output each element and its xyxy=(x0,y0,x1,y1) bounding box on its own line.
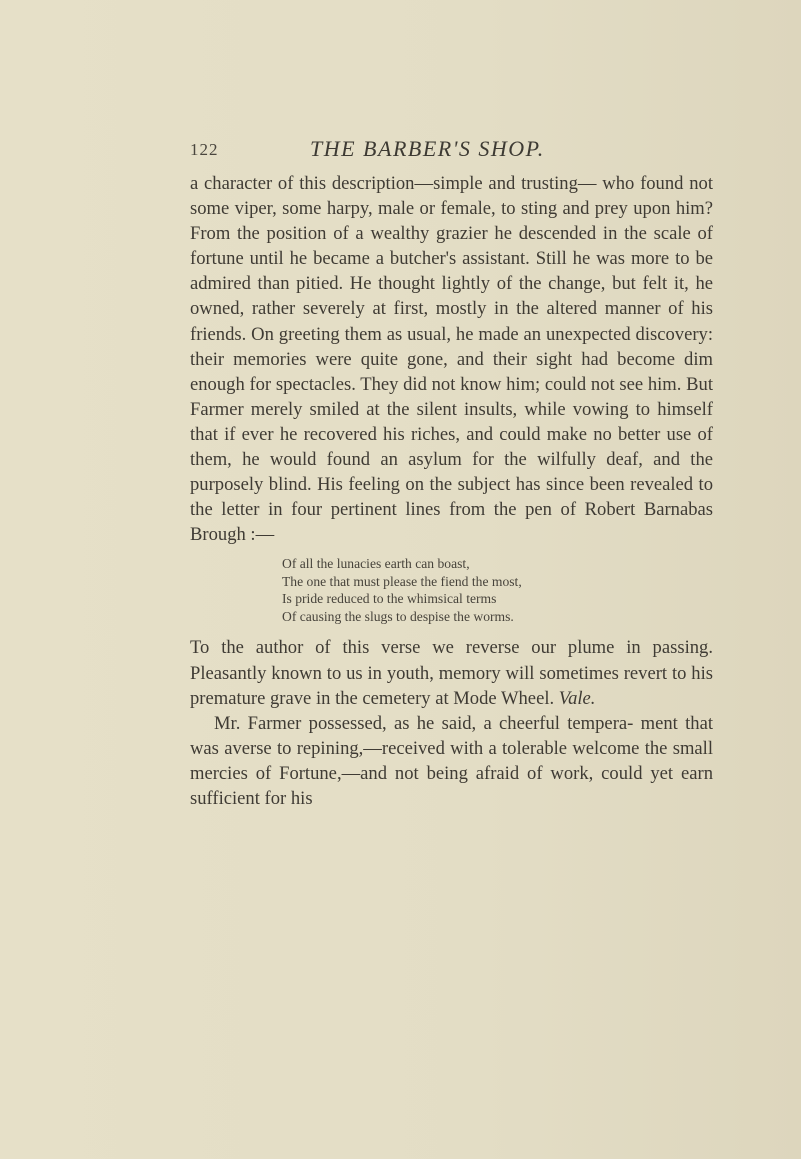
verse-line-1: Of all the lunacies earth can boast, xyxy=(282,556,470,572)
paragraph-2 xyxy=(190,635,713,710)
paragraph-1: a character of this description—simple and trusting— who found not some viper, some harpy, male or female, to sting and prey upon him? From the position of a wealthy grazier he descended in the scale of fortune until he became a butcher's assistant. Still he was more to be admired than pitied. He thought lightly of the change, but felt it, he owned, rather severely at first, mostly in the altered manner of his friends. On greeting them as usual, he made an unexpected discovery: their memories were quite gone, and their sight had become dim enough for spectacles. They did not know him; could not see him. But Farmer merely smiled at the silent insults, while vowing to himself that if ever he recovered his riches, and could make no better use of them, he would found an asylum for the wilfully deaf, and the purposely blind. His feeling on the subject has since been revealed to the letter in four pertinent lines from the pen of Robert Barnabas Brough :— xyxy=(190,173,713,546)
body-text xyxy=(190,171,713,811)
verse-line-2: The one that must please the fiend the most, xyxy=(282,573,522,589)
vale-italic: Vale. xyxy=(558,687,596,709)
verse-line-3: Is pride reduced to the whimsical terms xyxy=(282,591,497,607)
verse-line-4: Of causing the slugs to despise the worms. xyxy=(282,608,514,624)
page-number: 122 xyxy=(190,140,219,159)
paragraph-3: Mr. Farmer possessed, as he said, a cheerful tempera- ment that was averse to repining,—received with a tolerable welcome the small mercies of Fortune,—and not being afraid of work, could yet earn sufficient for his xyxy=(190,712,713,809)
verse-quote xyxy=(282,555,713,625)
paragraph-2-text: To the author of this verse we reverse our plume in passing. Pleasantly known to us in youth, memory will sometimes revert to his premature grave in the cemetery at Mode Wheel. xyxy=(190,637,713,709)
page-header xyxy=(190,136,710,166)
running-title: THE BARBER'S SHOP. xyxy=(310,136,545,161)
